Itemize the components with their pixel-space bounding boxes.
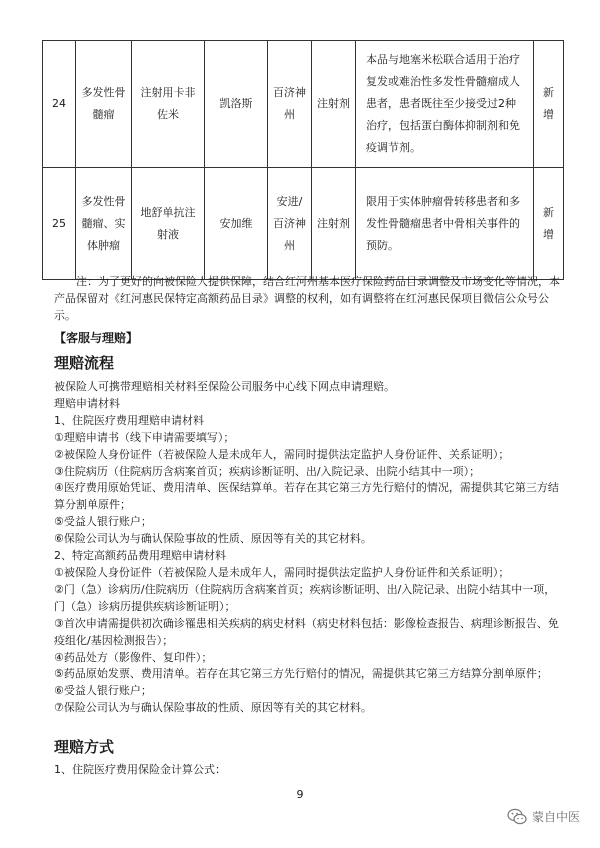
status-cell: 新增 [534, 168, 564, 280]
body-line: ⑥受益人银行账户； [54, 684, 152, 698]
dosage-form-cell: 注射剂 [312, 168, 356, 280]
body-line: ⑥保险公司认为与确认保险事故的性质、原因等有关的其它材料。 [54, 532, 372, 546]
brand-cell: 安加维 [205, 168, 268, 280]
wechat-icon [507, 808, 527, 825]
manufacturer-cell: 百济神州 [268, 41, 312, 168]
body-line: 被保险人可携带理赔相关材料至保险公司服务中心线下网点申请理赔。 [54, 380, 395, 393]
table-row [43, 168, 564, 280]
drug-name-cell: 地舒单抗注射液 [132, 168, 205, 280]
brand-cell: 凯洛斯 [205, 41, 268, 168]
disease-cell: 多发性骨髓瘤、实体肿瘤 [76, 168, 132, 280]
body-line: ④药品处方（影像件、复印件）； [54, 650, 213, 664]
body-line: 1、住院医疗费用理赔申请材料 [54, 413, 204, 427]
table-row [43, 41, 564, 168]
dosage-form-cell: 注射剂 [312, 41, 356, 168]
indication-cell: 本品与地塞米松联合适用于治疗复发或难治性多发性骨髓瘤成人患者，患者既往至少接受过2种治疗，包括蛋白酶体抑制剂和免疫调节剂。 [356, 41, 534, 168]
row-number: 24 [43, 41, 76, 168]
watermark [507, 808, 580, 825]
catalog-note: 注：为了更好的向被保险人提供保障，结合红河州基本医疗保险药品目录调整及市场变化等情况，本产品保留对《红河惠民保特定高额药品目录》调整的权利，如有调整将在红河惠民保项目微信公众号公示。 [54, 275, 560, 322]
page-number: 9 [296, 788, 304, 801]
indication-cell: 限用于实体肿瘤骨转移患者和多发性骨髓瘤患者中骨相关事件的预防。 [356, 168, 534, 280]
formula-intro: 1、住院医疗费用保险金计算公式： [54, 763, 226, 776]
body-line: ③首次申请需提供初次确诊罹患相关疾病的病史材料（病史材料包括：影像检查报告、病理诊断报告、免疫组化/基因检测报告）； [54, 616, 559, 647]
body-line: ③住院病历（住院病历含病案首页；疾病诊断证明、出/入院记录、出院小结其中一项）； [54, 464, 481, 478]
drug-table [42, 40, 564, 280]
claim-process-heading: 理赔流程 [54, 354, 115, 372]
body-line: ②门（急）诊病历/住院病历（住院病历含病案首页；疾病诊断证明、出/入院记录、出院小结其中一项，门（急）诊病历提供疾病诊断证明）； [54, 582, 556, 613]
claim-process-body [54, 379, 562, 717]
row-number: 25 [43, 168, 76, 280]
body-line: ⑤受益人银行账户； [54, 515, 152, 529]
manufacturer-cell: 安进/百济神州 [268, 168, 312, 280]
watermark-text: 蒙自中医 [531, 810, 580, 824]
disease-cell: 多发性骨髓瘤 [76, 41, 132, 168]
status-cell: 新增 [534, 41, 564, 168]
body-line: ⑦保险公司认为与确认保险事故的性质、原因等有关的其它材料。 [54, 701, 372, 715]
body-line: ④医疗费用原始凭证、费用清单、医保结算单。若存在其它第三方先行赔付的情况，需提供其它第三方结算分割单原件； [54, 481, 559, 512]
body-line: 理赔申请材料 [54, 396, 120, 410]
body-line: ②被保险人身份证件（若被保险人是未成年人，需同时提供法定监护人身份证件、关系证明）； [54, 447, 510, 461]
body-line: ①理赔申请书（线下申请需要填写）； [54, 430, 235, 444]
body-line: ⑤药品原始发票、费用清单。若存在其它第三方先行赔付的情况，需提供其它第三方结算分割单原件； [54, 667, 548, 681]
body-line: ①被保险人身份证件（若被保险人是未成年人，需同时提供法定监护人身份证件和关系证明）； [54, 565, 510, 579]
section-tag: 【客服与理赔】 [54, 331, 139, 345]
claim-method-heading: 理赔方式 [54, 738, 115, 756]
body-line: 2、特定高额药品费用理赔申请材料 [54, 549, 226, 563]
drug-name-cell: 注射用卡非佐米 [132, 41, 205, 168]
